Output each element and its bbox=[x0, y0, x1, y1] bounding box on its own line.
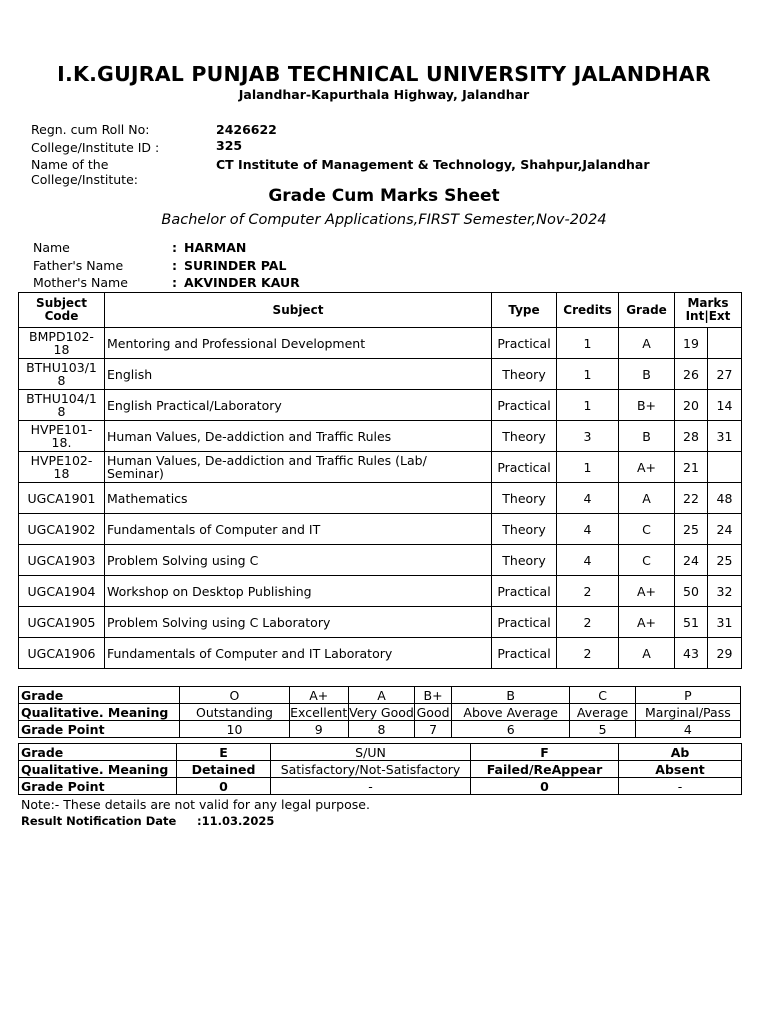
grade-cell: B bbox=[619, 421, 675, 452]
subject-code-cell-line1: UGCA1906 bbox=[27, 645, 96, 661]
meaning-cell: Absent bbox=[619, 761, 742, 778]
grade-cell: O bbox=[180, 687, 289, 704]
table-row bbox=[19, 545, 742, 576]
grade-scale-1-point-label: Grade Point bbox=[19, 721, 180, 738]
grade-cell: B bbox=[451, 687, 569, 704]
subject-name-cell-line1: Fundamentals of Computer and IT bbox=[107, 521, 321, 537]
meaning-cell: Very Good bbox=[349, 704, 414, 720]
subject-name-cell bbox=[105, 359, 492, 390]
grade-scale-2-meaning-label: Qualitative. Meaning bbox=[19, 761, 177, 778]
grade-scale-1-meaning-label: Qualitative. Meaning bbox=[19, 704, 180, 721]
college-id-value: 325 bbox=[216, 138, 243, 153]
grade-cell: E bbox=[177, 744, 271, 761]
grade-cell: P bbox=[635, 687, 740, 704]
subject-code-cell-line2: 18 bbox=[53, 466, 70, 481]
ext-marks-cell: 31 bbox=[708, 607, 742, 638]
grade-scale-2-point-label: Grade Point bbox=[19, 778, 177, 795]
grade-cell: C bbox=[570, 687, 635, 704]
father-name-value: SURINDER PAL bbox=[184, 258, 287, 273]
subject-name-cell bbox=[105, 483, 492, 514]
meaning-cell: Above Average bbox=[451, 704, 569, 721]
type-cell: Theory bbox=[492, 421, 557, 452]
grade-scale-1-grade-label: Grade bbox=[19, 687, 180, 704]
point-cell: 4 bbox=[635, 721, 740, 738]
college-name-value: CT Institute of Management & Technology, Shahpur,Jalandhar bbox=[216, 157, 650, 172]
subject-name-cell bbox=[105, 514, 492, 545]
marks-table bbox=[18, 292, 742, 669]
grade-cell: A bbox=[619, 483, 675, 514]
int-marks-cell: 28 bbox=[675, 421, 708, 452]
point-cell: 0 bbox=[471, 778, 619, 795]
table-row bbox=[19, 607, 742, 638]
subject-name-cell-line1: Workshop on Desktop Publishing bbox=[107, 583, 312, 599]
grade-scale-table-1 bbox=[18, 686, 741, 738]
point-cell: 5 bbox=[570, 721, 635, 738]
int-marks-cell: 20 bbox=[675, 390, 708, 421]
grade-scale-table-2 bbox=[18, 743, 742, 795]
meaning-cell: Satisfactory/Not-Satisfactory bbox=[271, 761, 471, 778]
grade-scale-1-meaning-row bbox=[19, 704, 741, 721]
table-row bbox=[19, 328, 742, 359]
subject-name-cell bbox=[105, 576, 492, 607]
header-marks bbox=[675, 293, 742, 328]
ext-marks-cell bbox=[708, 328, 742, 359]
subject-name-cell-line1: Mathematics bbox=[107, 490, 188, 506]
meaning-cell: Marginal/Pass bbox=[635, 704, 740, 721]
subject-name-cell-line1: Problem Solving using C bbox=[107, 552, 259, 568]
subject-name-cell bbox=[105, 421, 492, 452]
subject-code-cell-line1: UGCA1903 bbox=[27, 552, 96, 568]
name-colon: : bbox=[172, 240, 177, 255]
marks-body bbox=[19, 328, 742, 669]
header-int-ext bbox=[675, 310, 741, 323]
regn-label: Regn. cum Roll No: bbox=[31, 122, 150, 137]
grade-scale-2-meaning-row bbox=[19, 761, 742, 778]
grade-scale-1-point-row bbox=[19, 721, 741, 738]
meaning-cell: Good bbox=[416, 704, 450, 720]
int-marks-cell: 22 bbox=[675, 483, 708, 514]
subject-name-cell-line1: Human Values, De-addiction and Traffic Rules (Lab/ bbox=[107, 453, 427, 468]
point-cell: - bbox=[271, 778, 471, 795]
type-cell: Practical bbox=[492, 390, 557, 421]
marks-header-row bbox=[19, 293, 742, 328]
meaning-cell: Outstanding bbox=[180, 704, 289, 721]
ext-marks-cell: 14 bbox=[708, 390, 742, 421]
header-marks-title: Marks bbox=[687, 296, 729, 310]
type-cell: Practical bbox=[492, 328, 557, 359]
credits-cell: 4 bbox=[557, 483, 619, 514]
subject-code-cell-line1: UGCA1905 bbox=[27, 614, 96, 630]
header-subject-code-line1: Subject bbox=[36, 296, 87, 310]
header-sep: | bbox=[704, 309, 709, 323]
university-title: I.K.GUJRAL PUNJAB TECHNICAL UNIVERSITY JALANDHAR bbox=[57, 62, 711, 86]
credits-cell: 1 bbox=[557, 328, 619, 359]
table-row bbox=[19, 421, 742, 452]
sheet-title: Grade Cum Marks Sheet bbox=[268, 186, 500, 206]
table-row bbox=[19, 514, 742, 545]
subject-code-cell-line2: 8 bbox=[57, 373, 66, 388]
meaning-cell: Excellent bbox=[290, 704, 348, 720]
type-cell: Practical bbox=[492, 607, 557, 638]
type-cell: Practical bbox=[492, 576, 557, 607]
type-cell: Theory bbox=[492, 359, 557, 390]
subject-name-cell bbox=[105, 452, 492, 483]
subject-name-cell-line2: Seminar) bbox=[107, 466, 164, 481]
int-marks-cell: 21 bbox=[675, 452, 708, 483]
subject-code-cell-line1: UGCA1904 bbox=[27, 583, 96, 599]
ext-marks-cell: 27 bbox=[708, 359, 742, 390]
regn-value: 2426622 bbox=[216, 122, 277, 137]
credits-cell: 2 bbox=[557, 576, 619, 607]
grade-cell: S/UN bbox=[271, 744, 471, 761]
header-subject-code-line2: Code bbox=[44, 309, 79, 323]
subject-code-cell-line1: UGCA1902 bbox=[27, 521, 96, 537]
point-cell: 10 bbox=[180, 721, 289, 738]
subject-code-cell bbox=[19, 607, 105, 638]
grade-cell: B bbox=[619, 359, 675, 390]
subject-name-cell bbox=[105, 607, 492, 638]
point-cell: 0 bbox=[177, 778, 271, 795]
credits-cell: 1 bbox=[557, 359, 619, 390]
grade-cell: A bbox=[348, 687, 414, 704]
subject-name-cell-line1: Problem Solving using C Laboratory bbox=[107, 614, 331, 630]
int-marks-cell: 26 bbox=[675, 359, 708, 390]
int-marks-cell: 51 bbox=[675, 607, 708, 638]
father-name-label: Father's Name bbox=[33, 258, 124, 273]
subject-code-cell-line2: 18 bbox=[53, 342, 70, 357]
university-address: Jalandhar-Kapurthala Highway, Jalandhar bbox=[238, 87, 530, 102]
credits-cell: 2 bbox=[557, 638, 619, 669]
subject-name-cell bbox=[105, 390, 492, 421]
subject-name-cell bbox=[105, 328, 492, 359]
grade-cell: C bbox=[619, 514, 675, 545]
subject-code-cell-line2: 18. bbox=[51, 435, 72, 450]
father-name-colon: : bbox=[172, 258, 177, 273]
subject-code-cell bbox=[19, 359, 105, 390]
ext-marks-cell: 32 bbox=[708, 576, 742, 607]
grade-scale-1-grade-row bbox=[19, 687, 741, 704]
subject-code-cell bbox=[19, 638, 105, 669]
subject-name-cell bbox=[105, 638, 492, 669]
table-row bbox=[19, 638, 742, 669]
subject-name-cell-line1: English Practical/Laboratory bbox=[107, 397, 282, 413]
grade-cell: A+ bbox=[289, 687, 348, 704]
ext-marks-cell: 24 bbox=[708, 514, 742, 545]
type-cell: Theory bbox=[492, 545, 557, 576]
type-cell: Theory bbox=[492, 514, 557, 545]
int-marks-cell: 50 bbox=[675, 576, 708, 607]
subject-name-cell-line1: English bbox=[107, 366, 153, 382]
ext-marks-cell: 48 bbox=[708, 483, 742, 514]
subject-code-cell-line1: BTHU104/1 bbox=[26, 391, 97, 406]
subject-code-cell-line1: HVPE101- bbox=[30, 422, 93, 437]
subject-code-cell-line1: HVPE102- bbox=[30, 453, 93, 468]
credits-cell: 4 bbox=[557, 514, 619, 545]
program-name: Bachelor of Computer Applications,FIRST Semester,Nov-2024 bbox=[161, 212, 607, 228]
subject-code-cell bbox=[19, 421, 105, 452]
table-row bbox=[19, 390, 742, 421]
mother-name-label: Mother's Name bbox=[33, 275, 128, 290]
name-label: Name bbox=[33, 240, 70, 255]
grade-cell: A bbox=[619, 638, 675, 669]
subject-code-cell-line1: UGCA1901 bbox=[27, 490, 96, 506]
subject-code-cell bbox=[19, 514, 105, 545]
int-marks-cell: 19 bbox=[675, 328, 708, 359]
grade-cell: A bbox=[619, 328, 675, 359]
type-cell: Theory bbox=[492, 483, 557, 514]
point-cell: - bbox=[619, 778, 742, 795]
mother-name-colon: : bbox=[172, 275, 177, 290]
subject-code-cell-line1: BMPD102- bbox=[29, 329, 94, 344]
college-id-label: College/Institute ID : bbox=[31, 140, 160, 155]
college-name-label-line2: College/Institute: bbox=[31, 172, 138, 187]
grade-cell: A+ bbox=[619, 607, 675, 638]
point-cell: 9 bbox=[289, 721, 348, 738]
grade-scale-2-grade-row bbox=[19, 744, 742, 761]
grade-cell: B+ bbox=[415, 687, 452, 704]
grade-cell: Ab bbox=[619, 744, 742, 761]
subject-name-cell bbox=[105, 545, 492, 576]
ext-marks-cell bbox=[708, 452, 742, 483]
table-row bbox=[19, 452, 742, 483]
meaning-cell: Detained bbox=[177, 761, 271, 778]
int-marks-cell: 24 bbox=[675, 545, 708, 576]
legal-note: Note:- These details are not valid for any legal purpose. bbox=[21, 797, 370, 812]
grade-cell: A+ bbox=[619, 576, 675, 607]
grade-scale-2-grade-label: Grade bbox=[19, 744, 177, 761]
subject-code-cell bbox=[19, 390, 105, 421]
grade-cell: F bbox=[471, 744, 619, 761]
credits-cell: 4 bbox=[557, 545, 619, 576]
subject-code-cell bbox=[19, 483, 105, 514]
table-row bbox=[19, 483, 742, 514]
header-grade: Grade bbox=[619, 293, 675, 328]
subject-code-cell bbox=[19, 576, 105, 607]
ext-marks-cell: 25 bbox=[708, 545, 742, 576]
table-row bbox=[19, 576, 742, 607]
subject-code-cell-line1: BTHU103/1 bbox=[26, 360, 97, 375]
meaning-cell: Failed/ReAppear bbox=[471, 761, 619, 778]
subject-code-cell bbox=[19, 452, 105, 483]
credits-cell: 2 bbox=[557, 607, 619, 638]
college-name-label-line1: Name of the bbox=[31, 157, 109, 172]
grade-cell: B+ bbox=[619, 390, 675, 421]
header-type: Type bbox=[492, 293, 557, 328]
point-cell: 6 bbox=[451, 721, 569, 738]
type-cell: Practical bbox=[492, 638, 557, 669]
mother-name-value: AKVINDER KAUR bbox=[184, 275, 300, 290]
subject-name-cell-line1: Mentoring and Professional Development bbox=[107, 335, 366, 351]
point-cell: 7 bbox=[415, 721, 452, 738]
header-subject-code bbox=[19, 293, 105, 328]
int-marks-cell: 25 bbox=[675, 514, 708, 545]
subject-code-cell bbox=[19, 545, 105, 576]
subject-name-cell-line1: Fundamentals of Computer and IT Laboratory bbox=[107, 645, 393, 661]
int-marks-cell: 43 bbox=[675, 638, 708, 669]
header-credits: Credits bbox=[557, 293, 619, 328]
type-cell: Practical bbox=[492, 452, 557, 483]
grade-cell: C bbox=[619, 545, 675, 576]
header-subject: Subject bbox=[105, 293, 492, 328]
ext-marks-cell: 31 bbox=[708, 421, 742, 452]
grade-cell: A+ bbox=[619, 452, 675, 483]
header-int: Int bbox=[685, 309, 705, 323]
result-date-label: Result Notification Date bbox=[21, 814, 177, 828]
point-cell: 8 bbox=[348, 721, 414, 738]
header-ext: Ext bbox=[708, 309, 731, 323]
meaning-cell: Average bbox=[570, 704, 635, 721]
table-row bbox=[19, 359, 742, 390]
credits-cell: 1 bbox=[557, 390, 619, 421]
subject-code-cell-line2: 8 bbox=[57, 404, 66, 419]
credits-cell: 1 bbox=[557, 452, 619, 483]
name-value: HARMAN bbox=[184, 240, 247, 255]
result-date-value: :11.03.2025 bbox=[197, 814, 275, 828]
subject-code-cell bbox=[19, 328, 105, 359]
ext-marks-cell: 29 bbox=[708, 638, 742, 669]
grade-scale-2-point-row bbox=[19, 778, 742, 795]
subject-name-cell-line1: Human Values, De-addiction and Traffic Rules bbox=[107, 428, 392, 444]
credits-cell: 3 bbox=[557, 421, 619, 452]
